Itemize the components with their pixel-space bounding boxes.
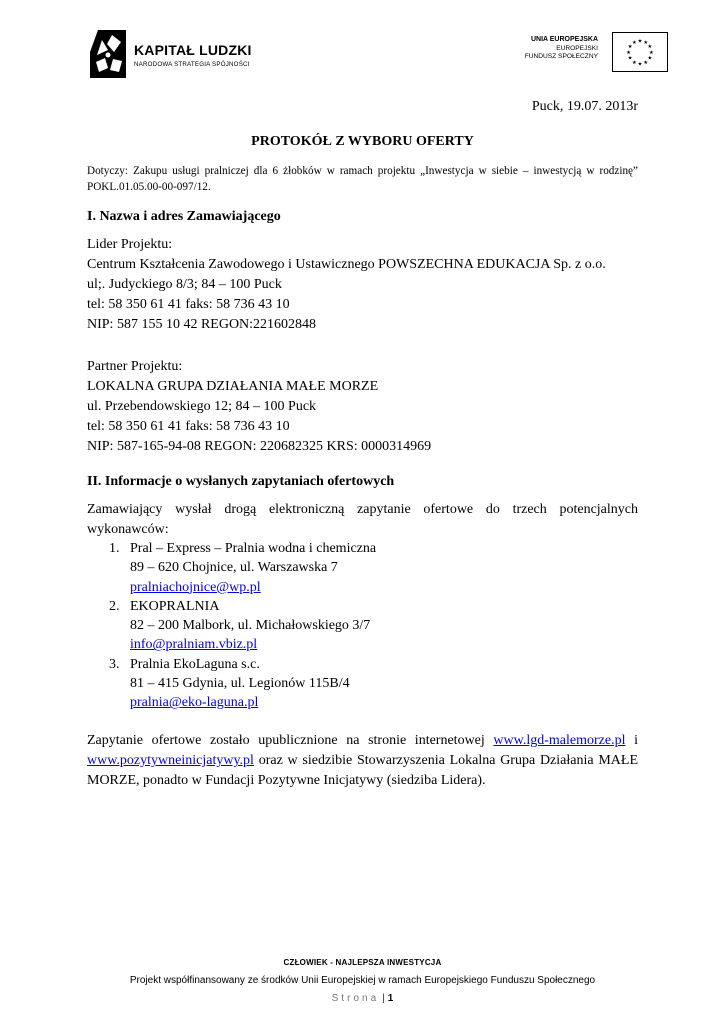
eu-line-1: UNIA EUROPEJSKA bbox=[530, 36, 598, 43]
partner-line: tel: 58 350 61 41 faks: 58 736 43 10 bbox=[87, 419, 290, 434]
leader-line: Lider Projektu: bbox=[87, 237, 173, 252]
list-item bbox=[87, 597, 638, 655]
contractor-address: 82 – 200 Malbork, ul. Michałowskiego 3/7 bbox=[130, 618, 371, 634]
eu-star-icon: ★ bbox=[627, 44, 633, 51]
eu-logo bbox=[518, 32, 668, 72]
footer-cofinancing: Projekt współfinansowany ze środków Unii Europejskiej w ramach Europejskiego Funduszu Społecznego bbox=[129, 975, 596, 986]
eu-line-3: FUNDUSZ SPOŁECZNY bbox=[524, 53, 598, 61]
eu-star-icon: ★ bbox=[637, 61, 643, 68]
contractor-email-link[interactable]: pralnia@eko-laguna.pl bbox=[130, 695, 259, 711]
page-footer bbox=[0, 958, 725, 1004]
publication-text: Zapytanie ofertowe zostało upublicznione na stronie internetowej bbox=[87, 733, 485, 748]
kapital-ludzki-logo bbox=[88, 28, 258, 80]
eu-star-icon: ★ bbox=[649, 49, 654, 56]
page-separator: | bbox=[382, 993, 385, 1004]
partner-line: ul. Przebendowskiego 12; 84 – 100 Puck bbox=[87, 399, 317, 414]
eu-star-icon: ★ bbox=[647, 44, 653, 51]
contractor-email-link[interactable]: pralniachojnice@wp.pl bbox=[130, 579, 261, 595]
leader-line: NIP: 587 155 10 42 REGON:221602848 bbox=[87, 317, 317, 332]
contractor-name: Pralnia EkoLaguna s.c. bbox=[130, 656, 260, 672]
project-partner-block bbox=[87, 357, 638, 457]
subject-line: Dotyczy: Zakupu usługi pralniczej dla 6 żłobków w ramach projektu „Inwestycja w siebie – inwestycją w rodzinę” POKL.01.05.00-00-097/12. bbox=[87, 165, 638, 193]
eu-line-2: EUROPEJSKI bbox=[556, 44, 598, 52]
page-indicator bbox=[0, 993, 725, 1004]
list-number: 1. bbox=[109, 541, 120, 556]
list-item bbox=[87, 655, 638, 713]
contractor-address: 89 – 620 Chojnice, ul. Warszawska 7 bbox=[130, 560, 338, 576]
contractor-name: Pral – Express – Pralnia wodna i chemiczna bbox=[130, 541, 377, 556]
page-label: Strona bbox=[331, 993, 380, 1004]
publication-text: oraz w siedzibie Stowarzyszenia Lokalna Grupa Działania MAŁE MORZE, ponadto w Fundacji Pozytywne Inicjatywy (siedziba Lidera). bbox=[87, 753, 639, 788]
eu-star-icon: ★ bbox=[631, 40, 637, 47]
eu-text bbox=[525, 36, 598, 62]
eu-star-icon: ★ bbox=[626, 49, 631, 56]
lgd-website-link[interactable]: www.lgd-malemorze.pl bbox=[493, 733, 626, 748]
publication-text: i bbox=[634, 733, 639, 748]
leader-line: ul;. Judyckiego 8/3; 84 – 100 Puck bbox=[87, 277, 282, 292]
list-number: 2. bbox=[109, 598, 120, 614]
section-heading-2: II. Informacje o wysłanych zapytaniach ofertowych bbox=[87, 474, 395, 489]
list-item bbox=[87, 539, 638, 597]
contractor-email-link[interactable]: info@pralniam.vbiz.pl bbox=[130, 637, 258, 653]
eu-star-icon: ★ bbox=[643, 40, 649, 47]
contractor-address: 81 – 415 Gdynia, ul. Legionów 115B/4 bbox=[130, 676, 350, 692]
page-header bbox=[0, 0, 725, 90]
publication-paragraph bbox=[87, 731, 638, 791]
eu-star-icon: ★ bbox=[637, 38, 643, 45]
list-number: 3. bbox=[109, 656, 120, 672]
eu-star-icon: ★ bbox=[627, 55, 633, 62]
contractor-list bbox=[87, 539, 638, 713]
document-date: Puck, 19.07. 2013r bbox=[531, 99, 638, 114]
eu-star-icon: ★ bbox=[631, 59, 637, 66]
project-leader-block bbox=[87, 235, 638, 335]
inquiry-intro: Zamawiający wysłał drogą elektroniczną zapytanie ofertowe do trzech potencjalnych wykonawców: bbox=[87, 502, 638, 537]
partner-line: Partner Projektu: bbox=[87, 359, 183, 374]
document-title: PROTOKÓŁ Z WYBORU OFERTY bbox=[251, 134, 474, 149]
leader-line: Centrum Kształcenia Zawodowego i Ustawicznego POWSZECHNA EDUKACJA Sp. z o.o. bbox=[87, 257, 606, 272]
partner-line: LOKALNA GRUPA DZIAŁANIA MAŁE MORZE bbox=[87, 379, 379, 394]
pozytywne-website-link[interactable]: www.pozytywneinicjatywy.pl bbox=[87, 753, 254, 768]
page-number: 1 bbox=[387, 993, 394, 1004]
leader-line: tel: 58 350 61 41 faks: 58 736 43 10 bbox=[87, 297, 290, 312]
kapital-ludzki-subtitle: NARODOWA STRATEGIA SPÓJNOŚCI bbox=[134, 61, 250, 68]
contractor-name: EKOPRALNIA bbox=[130, 598, 220, 614]
kapital-ludzki-title: KAPITAŁ LUDZKI bbox=[134, 42, 252, 58]
eu-flag-icon bbox=[612, 32, 668, 72]
footer-slogan: CZŁOWIEK - NAJLEPSZA INWESTYCJA bbox=[283, 958, 442, 967]
partner-line: NIP: 587-165-94-08 REGON: 220682325 KRS: 0000314969 bbox=[87, 439, 432, 454]
kapital-ludzki-mark-icon bbox=[88, 28, 128, 80]
section-heading-1: I. Nazwa i adres Zamawiającego bbox=[87, 209, 281, 224]
eu-star-icon: ★ bbox=[647, 55, 653, 62]
eu-star-icon: ★ bbox=[643, 59, 649, 66]
